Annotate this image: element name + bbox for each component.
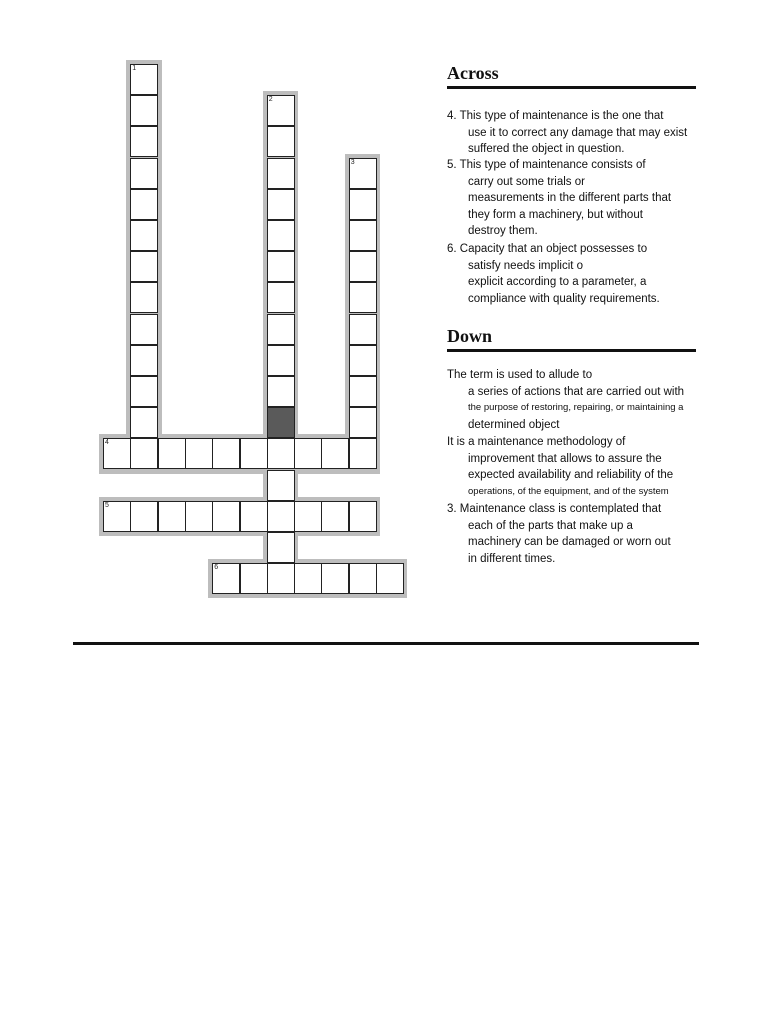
across-clue-6: [447, 241, 711, 307]
crossword-cell[interactable]: [267, 282, 295, 313]
clue-line: 3. Maintenance class is contemplated that: [447, 503, 662, 515]
down-clue-2: [447, 434, 711, 500]
crossword-cell[interactable]: [267, 126, 295, 157]
crossword-cell[interactable]: [349, 251, 377, 282]
crossword-cell[interactable]: [130, 282, 158, 313]
crossword-cell[interactable]: [267, 158, 295, 189]
crossword-cell[interactable]: [321, 438, 349, 469]
crossword-cell[interactable]: [130, 220, 158, 251]
crossword-cell[interactable]: [349, 220, 377, 251]
across-clue-5: [447, 157, 711, 240]
clue-line: explicit according to a parameter, a: [468, 276, 647, 289]
clue-line: expected availability and reliability of the: [468, 469, 674, 482]
bottom-rule: [73, 642, 699, 645]
crossword-cell[interactable]: [321, 563, 349, 594]
clue-line: they form a machinery, but without: [468, 208, 643, 221]
crossword-cell[interactable]: [267, 95, 295, 126]
crossword-cell[interactable]: [130, 314, 158, 345]
clue-number: 2: [268, 96, 273, 104]
clue-number: 6: [214, 564, 219, 572]
crossword-cell[interactable]: [349, 438, 377, 469]
crossword-cell[interactable]: [349, 376, 377, 407]
crossword-cell[interactable]: [240, 501, 268, 532]
crossword-cell[interactable]: [349, 407, 377, 438]
clue-line: measurements in the different parts that: [468, 192, 672, 205]
clue-line: operations, of the equipment, and of the system: [468, 485, 669, 497]
clue-line: 6. Capacity that an object possesses to: [447, 243, 648, 255]
clue-line: 4. This type of maintenance is the one that: [447, 110, 664, 122]
down-heading: Down: [447, 326, 696, 352]
clue-line: machinery can be damaged or worn out: [468, 536, 671, 549]
crossword-cell[interactable]: [158, 501, 186, 532]
crossword-cell[interactable]: [376, 563, 404, 594]
clue-line: It is a maintenance methodology of: [447, 436, 626, 448]
crossword-cell[interactable]: [294, 438, 322, 469]
across-clue-4: [447, 108, 711, 158]
crossword-cell[interactable]: [349, 189, 377, 220]
clue-line: satisfy needs implicit o: [468, 259, 584, 272]
crossword-cell[interactable]: [349, 158, 377, 189]
crossword-cell[interactable]: [349, 563, 377, 594]
crossword-cell[interactable]: [349, 282, 377, 313]
crossword-cell[interactable]: [130, 501, 158, 532]
clue-line: improvement that allows to assure the: [468, 452, 662, 465]
crossword-cell[interactable]: [267, 438, 295, 469]
crossword-cell[interactable]: [267, 470, 295, 501]
crossword-cell[interactable]: [267, 563, 295, 594]
crossword-cell[interactable]: [212, 438, 240, 469]
clue-number: 4: [105, 439, 109, 447]
crossword-cell[interactable]: [267, 407, 295, 438]
crossword-cell[interactable]: [130, 438, 158, 469]
crossword-cell[interactable]: [185, 501, 213, 532]
crossword-cell[interactable]: [349, 501, 377, 532]
crossword-cell[interactable]: [240, 563, 268, 594]
crossword-cell[interactable]: [130, 407, 158, 438]
crossword-cell[interactable]: [130, 376, 158, 407]
across-heading: Across: [447, 63, 696, 89]
crossword-cell[interactable]: [130, 189, 158, 220]
clue-line: use it to correct any damage that may exist: [468, 126, 688, 139]
clue-line: compliance with quality requirements.: [468, 292, 660, 305]
crossword-cell[interactable]: [130, 158, 158, 189]
down-clue-1: [447, 367, 711, 433]
clue-line: carry out some trials or: [468, 175, 585, 188]
crossword-cell[interactable]: [130, 345, 158, 376]
crossword-cell[interactable]: [267, 220, 295, 251]
crossword-cell[interactable]: [267, 501, 295, 532]
crossword-cell[interactable]: [267, 314, 295, 345]
crossword-cell[interactable]: [103, 501, 131, 532]
down-clue-3: [447, 501, 711, 567]
crossword-cell[interactable]: [267, 376, 295, 407]
clue-number: 1: [132, 65, 137, 72]
clue-line: 5. This type of maintenance consists of: [447, 159, 646, 171]
crossword-cell[interactable]: [130, 251, 158, 282]
crossword-cell[interactable]: [212, 563, 240, 594]
crossword-cell[interactable]: [294, 563, 322, 594]
crossword-cell[interactable]: [349, 314, 377, 345]
clue-line: destroy them.: [468, 225, 538, 238]
crossword-cell[interactable]: [294, 501, 322, 532]
crossword-cell[interactable]: [130, 126, 158, 157]
clue-line: The term is used to allude to: [447, 369, 593, 381]
crossword-cell[interactable]: [267, 345, 295, 376]
crossword-cell[interactable]: [158, 438, 186, 469]
crossword-cell[interactable]: [267, 251, 295, 282]
crossword-cell[interactable]: [185, 438, 213, 469]
crossword-cell[interactable]: [349, 345, 377, 376]
clue-line: a series of actions that are carried out with: [468, 385, 685, 398]
crossword-cell[interactable]: [103, 438, 131, 469]
clue-line: each of the parts that make up a: [468, 519, 633, 532]
clue-number: 3: [350, 158, 355, 166]
clue-line: in different times.: [468, 552, 556, 565]
crossword-cell[interactable]: [212, 501, 240, 532]
clue-number: 5: [105, 501, 109, 509]
clue-line: the purpose of restoring, repairing, or maintaining a: [468, 402, 684, 414]
crossword-cell[interactable]: [130, 64, 158, 95]
crossword-cell[interactable]: [321, 501, 349, 532]
crossword-cell[interactable]: [267, 189, 295, 220]
clue-line: suffered the object in question.: [468, 143, 625, 156]
clue-line: determined object: [468, 418, 560, 431]
crossword-cell[interactable]: [240, 438, 268, 469]
crossword-cell[interactable]: [130, 95, 158, 126]
crossword-cell[interactable]: [267, 532, 295, 563]
